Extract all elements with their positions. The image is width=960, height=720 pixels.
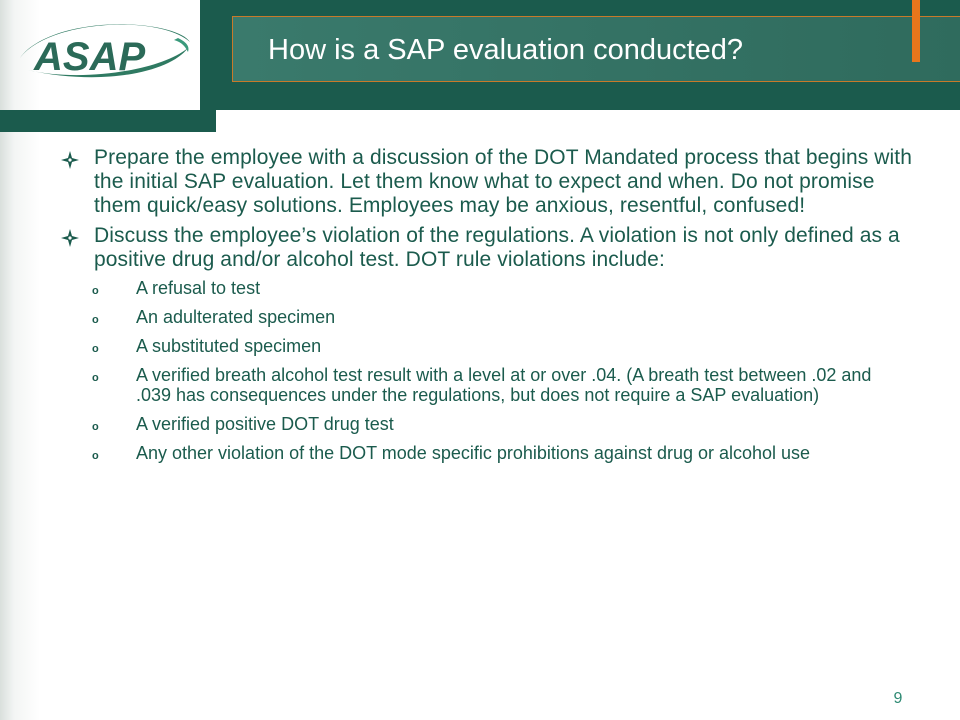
bullet-text: Discuss the employee’s violation of the regulations. A violation is not only defined as a positive drug and/or alcohol test. DOT rule violations include:	[94, 224, 900, 271]
diamond-bullet-icon	[60, 228, 80, 248]
sub-bullet-marker: o	[92, 314, 99, 326]
sub-bullet-marker: o	[92, 450, 99, 462]
diamond-bullet-icon	[60, 150, 80, 170]
sub-bullet-marker: o	[92, 372, 99, 384]
slide-content	[60, 146, 920, 472]
list-item-text: A refusal to test	[136, 278, 261, 298]
list-item-text: A substituted specimen	[136, 336, 322, 356]
page-title: How is a SAP evaluation conducted?	[268, 34, 744, 66]
list-item	[74, 307, 920, 327]
page-number: 9	[893, 690, 903, 707]
list-item	[74, 365, 920, 405]
sub-bullet-marker: o	[92, 343, 99, 355]
bullet-item-prepare	[60, 146, 920, 218]
list-item	[74, 414, 920, 434]
bullet-item-discuss	[60, 224, 920, 272]
list-item-text: A verified breath alcohol test result with a level at or over .04. (A breath test between .02 and .039 has consequences under the regulations, but does not require a SAP evaluation)	[136, 365, 872, 405]
list-item-text: Any other violation of the DOT mode specific prohibitions against drug or alcohol use	[136, 443, 811, 463]
list-item	[74, 278, 920, 298]
logo-text: ASAP	[34, 35, 146, 79]
list-item	[74, 443, 920, 463]
logo-tab	[0, 110, 216, 132]
orange-accent-bar	[912, 0, 920, 62]
bullet-text: Prepare the employee with a discussion of the DOT Mandated process that begins with the initial SAP evaluation. Let them know what to expect and when. Do not promise them quick/easy solutions. Employees may be anxious, resentful, confused!	[94, 146, 913, 217]
violations-list	[60, 278, 920, 463]
sub-bullet-marker: o	[92, 285, 99, 297]
list-item-text: A verified positive DOT drug test	[136, 414, 394, 434]
list-item	[74, 336, 920, 356]
sub-bullet-marker: o	[92, 421, 99, 433]
asap-logo	[8, 12, 194, 88]
asap-logo-graphic	[8, 12, 194, 88]
list-item-text: An adulterated specimen	[136, 307, 336, 327]
